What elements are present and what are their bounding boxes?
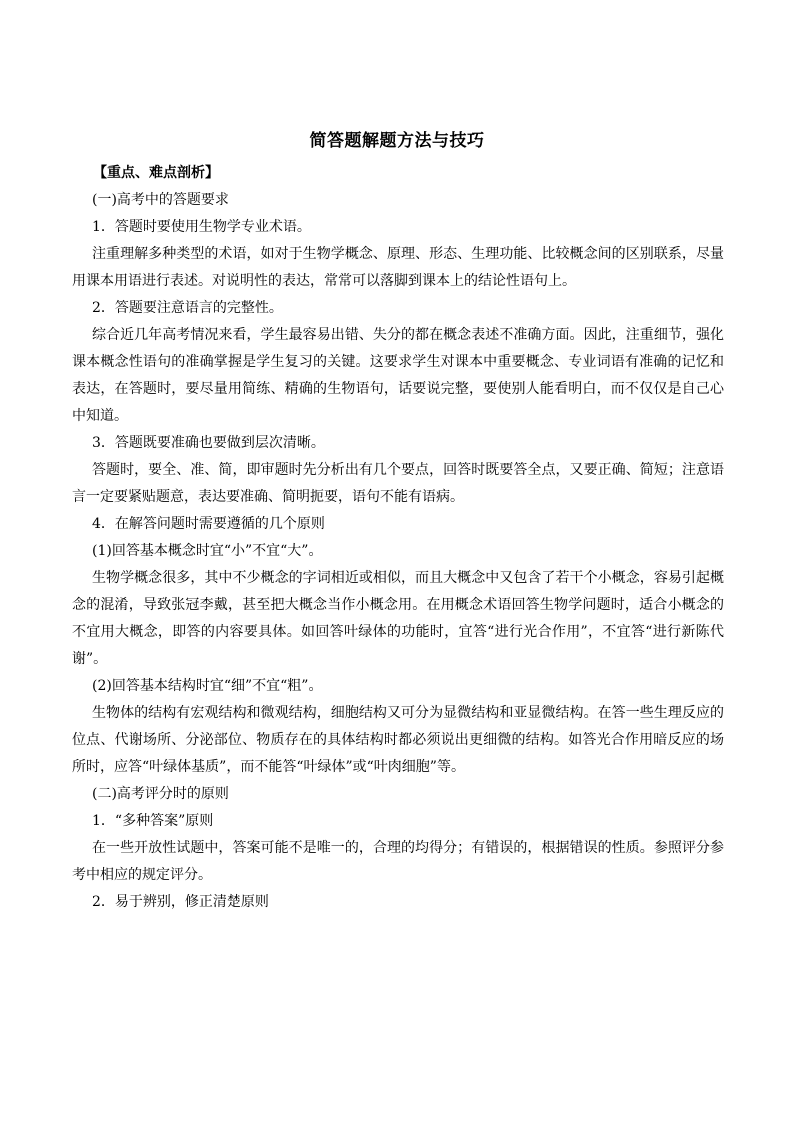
item3-heading: 3．答题既要准确也要做到层次清晰。 — [92, 435, 325, 451]
part2-heading: (二)高考评分时的原则 — [92, 786, 229, 802]
rule1-heading: 1．“多种答案”原则 — [92, 813, 214, 829]
item1-body: 注重理解多种类型的术语，如对于生物学概念、原理、形态、生理功能、比较概念间的区别联系，尽量用课本用语进行表述。对说明性的表达，常常可以落脚到课本上的结论性语句上。 — [72, 246, 724, 289]
item4-sub2-body: 生物体的结构有宏观结构和微观结构，细胞结构又可分为显微结构和亚显微结构。在答一些生理反应的位点、代谢场所、分泌部位、物质存在的具体结构时都必须说出更细微的结构。如答光合作用暗反应的场所时，应答“叶绿体基质”，而不能答“叶绿体”或“叶肉细胞”等。 — [72, 705, 724, 775]
item3-body: 答题时，要全、准、简，即审题时先分析出有几个要点，回答时既要答全点，又要正确、简短；注意语言一定要紧贴题意，表达要准确、简明扼要，语句不能有语病。 — [72, 462, 724, 505]
item1-heading: 1．答题时要使用生物学专业术语。 — [92, 219, 311, 235]
item4-sub1-body: 生物学概念很多，其中不少概念的字词相近或相似，而且大概念中又包含了若干个小概念，容易引起概念的混淆，导致张冠李戴，甚至把大概念当作小概念用。在用概念术语回答生物学问题时，适合小概念的不宜用大概念，即答的内容要具体。如回答叶绿体的功能时，宜答“进行光合作用”，不宜答“进行新陈代谢”。 — [72, 570, 724, 667]
item4-sub2-heading: (2)回答基本结构时宜“细”不宜“粗”。 — [92, 678, 323, 694]
rule2-heading: 2．易于辨别，修正清楚原则 — [92, 894, 269, 910]
section-heading: 【重点、难点剖析】 — [93, 165, 219, 181]
rule1-body: 在一些开放性试题中，答案可能不是唯一的，合理的均得分；有错误的，根据错误的性质。参照评分参考中相应的规定评分。 — [72, 840, 724, 883]
item2-heading: 2．答题要注意语言的完整性。 — [92, 300, 283, 316]
part1-heading: (一)高考中的答题要求 — [92, 192, 229, 208]
item2-body: 综合近几年高考情况来看，学生最容易出错、失分的都在概念表述不准确方面。因此，注重细节，强化课本概念性语句的准确掌握是学生复习的关键。这要求学生对课本中重要概念、专业词语有准确的记忆和表达，在答题时，要尽量用简练、精确的生物语句，话要说完整，要使别人能看明白，而不仅仅是自己心中知道。 — [72, 327, 724, 424]
document-body — [72, 160, 724, 916]
document-title: 简答题解题方法与技巧 — [309, 131, 485, 151]
item4-sub1-heading: (1)回答基本概念时宜“小”不宜“大”。 — [92, 543, 323, 559]
item4-heading: 4．在解答问题时需要遵循的几个原则 — [92, 516, 325, 532]
